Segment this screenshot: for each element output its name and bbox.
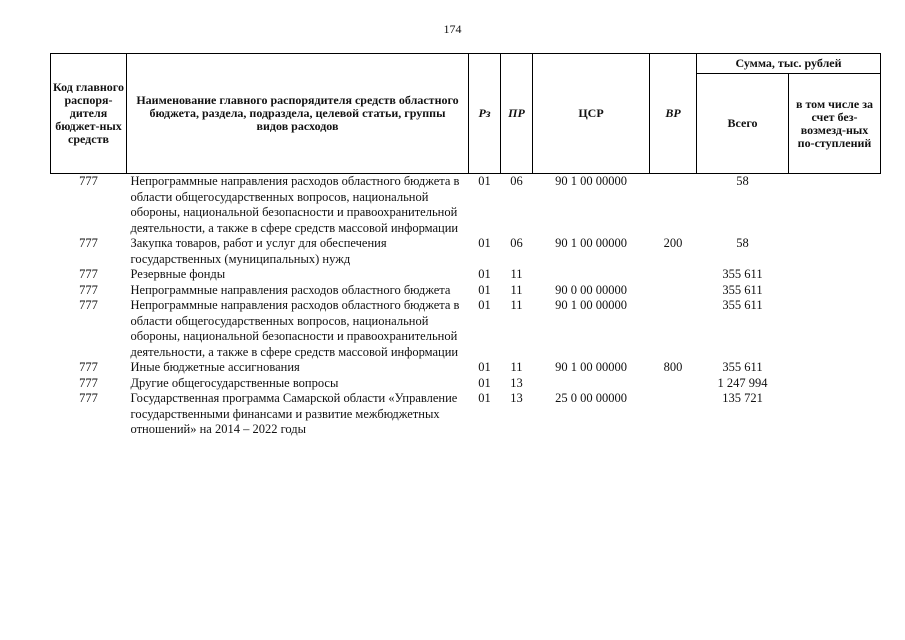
- header-free: в том числе за счет без-возмезд-ных по-ступлений: [789, 74, 881, 174]
- table-row: [51, 391, 881, 441]
- cell-vr: 200: [663, 236, 683, 250]
- cell-code: 777: [79, 282, 98, 297]
- cell-csr: 90 0 00 00000: [555, 282, 627, 297]
- cell-pr: 11: [510, 360, 523, 374]
- cell-total: 355 611: [722, 282, 763, 297]
- cell-rz: 01: [478, 298, 491, 312]
- cell-vr: [650, 174, 697, 237]
- cell-pr: 06: [510, 174, 523, 188]
- table-body: [51, 174, 881, 441]
- cell-rz: 01: [478, 375, 491, 390]
- cell-rz: 01: [478, 174, 491, 188]
- cell-code: 777: [79, 267, 98, 281]
- cell-free: [789, 283, 881, 299]
- cell-pr: 06: [510, 236, 523, 250]
- cell-total: 355 611: [722, 360, 763, 374]
- cell-vr: [650, 376, 697, 392]
- cell-rz: 01: [478, 282, 491, 297]
- header-csr: ЦСР: [533, 54, 650, 174]
- cell-free: [789, 236, 881, 267]
- cell-code: 777: [79, 174, 98, 188]
- header-sum: Сумма, тыс. рублей: [697, 54, 881, 74]
- cell-csr: [533, 267, 650, 283]
- cell-vr: 800: [663, 360, 683, 374]
- cell-free: [789, 376, 881, 392]
- table-row: [51, 283, 881, 299]
- cell-pr: 13: [510, 375, 523, 390]
- cell-code: 777: [79, 360, 98, 374]
- header-vr: ВР: [650, 54, 697, 174]
- cell-rz: 01: [478, 360, 491, 374]
- page-number: 174: [443, 22, 462, 36]
- cell-name: Резервные фонды: [130, 267, 226, 281]
- header-code: Код главного распоря-дителя бюджет-ных средств: [51, 54, 127, 174]
- cell-pr: 13: [510, 391, 523, 405]
- cell-vr: [650, 267, 697, 283]
- cell-name: Иные бюджетные ассигнования: [130, 360, 300, 374]
- cell-pr: 11: [510, 267, 523, 281]
- cell-total: 135 721: [722, 391, 763, 405]
- table-row: [51, 267, 881, 283]
- table-row: [51, 236, 881, 267]
- cell-csr: 90 1 00 00000: [555, 236, 627, 250]
- cell-pr: 11: [510, 298, 523, 312]
- cell-total: 355 611: [722, 298, 763, 312]
- header-pr: ПР: [501, 54, 533, 174]
- cell-free: [789, 391, 881, 441]
- table-row: [51, 376, 881, 392]
- cell-csr: 90 1 00 00000: [555, 174, 627, 188]
- cell-csr: [533, 376, 650, 392]
- cell-free: [789, 298, 881, 360]
- cell-name: Другие общегосударственные вопросы: [130, 375, 339, 390]
- cell-code: 777: [79, 391, 98, 405]
- header-name: Наименование главного распорядителя средств областного бюджета, раздела, подраздела, целевой статьи, группы видов расходов: [127, 54, 469, 174]
- cell-name: Непрограммные направления расходов областного бюджета в области общегосударственных вопросов, национальной обороны, национальной безопасности и правоохранительной деятельности, а также в сфере средств массовой информации: [130, 174, 460, 235]
- cell-pr: 11: [510, 282, 523, 297]
- cell-code: 777: [79, 236, 98, 250]
- table-row: [51, 174, 881, 237]
- cell-csr: 90 1 00 00000: [555, 298, 627, 312]
- cell-rz: 01: [478, 236, 491, 250]
- cell-name: Государственная программа Самарской области «Управление государственными финансами и развитие межбюджетных отношений» на 2014 – 2022 годы: [130, 391, 458, 436]
- cell-name: Непрограммные направления расходов областного бюджета в области общегосударственных вопросов, национальной обороны, национальной безопасности и правоохранительной деятельности, а также в сфере средств массовой информации: [130, 298, 460, 359]
- header-total: Всего: [697, 74, 789, 174]
- cell-free: [789, 360, 881, 376]
- cell-total: 1 247 994: [717, 375, 768, 390]
- cell-vr: [650, 298, 697, 360]
- table-row: [51, 360, 881, 376]
- cell-code: 777: [79, 375, 98, 390]
- cell-free: [789, 267, 881, 283]
- cell-vr: [650, 391, 697, 441]
- header-rz: Рз: [469, 54, 501, 174]
- budget-table: [50, 53, 881, 441]
- cell-vr: [650, 283, 697, 299]
- cell-csr: 90 1 00 00000: [555, 360, 627, 374]
- cell-csr: 25 0 00 00000: [555, 391, 627, 405]
- table-row: [51, 298, 881, 360]
- cell-rz: 01: [478, 391, 491, 405]
- cell-code: 777: [79, 298, 98, 312]
- cell-free: [789, 174, 881, 237]
- cell-total: 58: [736, 236, 749, 250]
- cell-total: 58: [736, 174, 749, 188]
- cell-total: 355 611: [722, 267, 763, 281]
- cell-rz: 01: [478, 267, 491, 281]
- cell-name: Закупка товаров, работ и услуг для обеспечения государственных (муниципальных) нужд: [130, 236, 387, 266]
- cell-name: Непрограммные направления расходов областного бюджета: [130, 282, 451, 297]
